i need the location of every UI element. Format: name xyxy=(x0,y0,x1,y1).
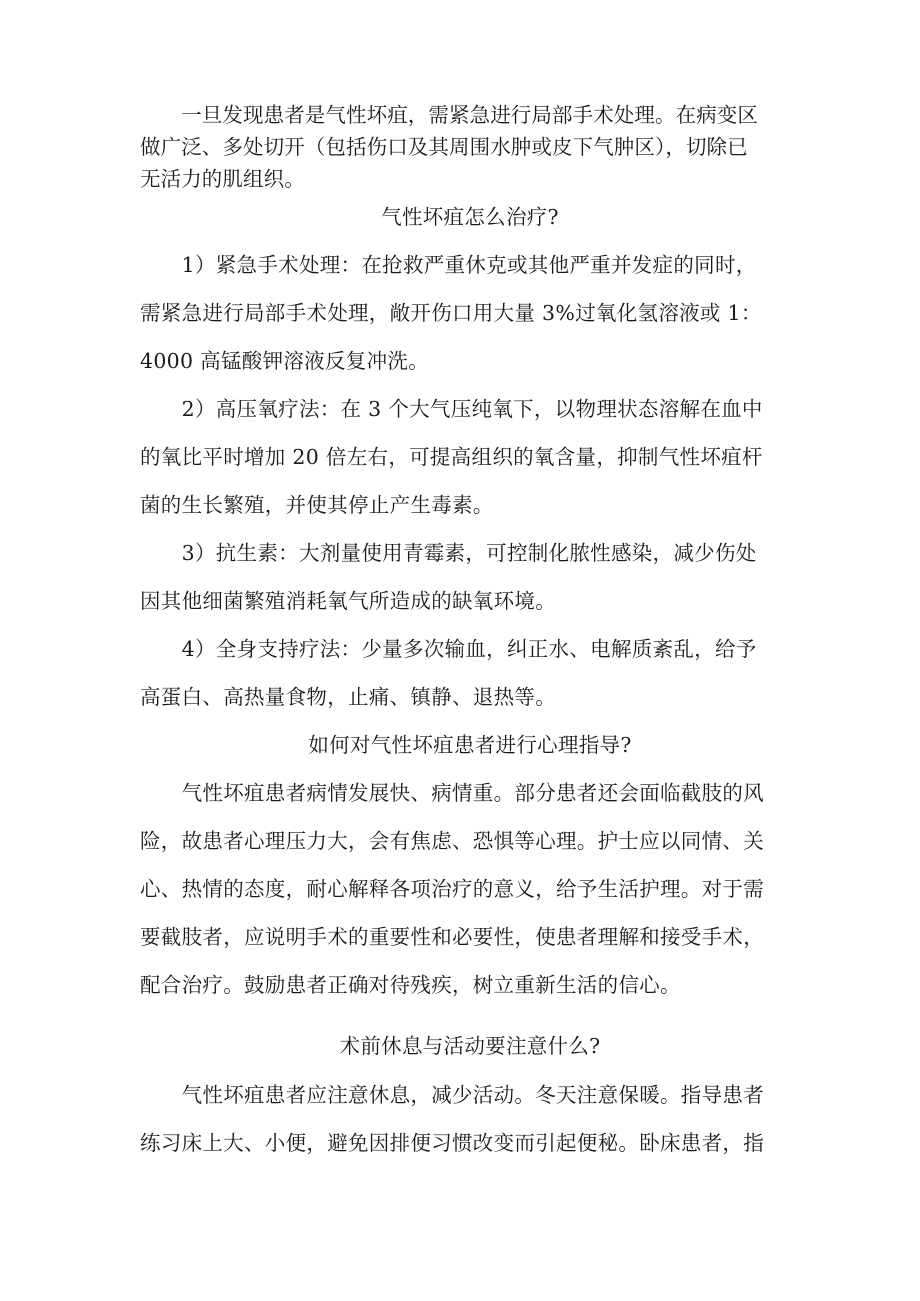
text-line: 练习床上大、小便，避免因排便习惯改变而引起便秘。卧床患者，指 xyxy=(140,1131,764,1155)
text-line: 高蛋白、高热量食物，止痛、镇静、退热等。 xyxy=(140,685,556,709)
text-line: 无活力的肌组织。 xyxy=(140,167,305,191)
text-line: 3）抗生素：大剂量使用青霉素，可控制化脓性感染，减少伤处 xyxy=(140,541,757,565)
section-heading-rest: 术前休息与活动要注意什么? xyxy=(339,1034,601,1058)
text-line: 一旦发现患者是气性坏疽，需紧急进行局部手术处理。在病变区 xyxy=(140,103,758,127)
text-line: 的氧比平时增加 20 倍左右，可提高组织的氧含量，抑制气性坏疽杆 xyxy=(140,445,763,469)
text-line: 要截肢者，应说明手术的重要性和必要性，使患者理解和接受手术， xyxy=(140,925,764,949)
section-heading-treatment: 气性坏疽怎么治疗? xyxy=(381,205,559,229)
text-line: 做广泛、多处切开（包括伤口及其周围水肿或皮下气肿区），切除已 xyxy=(140,135,748,159)
text-line: 菌的生长繁殖，并使其停止产生毒素。 xyxy=(140,493,494,517)
text-line: 险，故患者心理压力大，会有焦虑、恐惧等心理。护士应以同情、关 xyxy=(140,829,764,853)
text-line: 气性坏疽患者应注意休息，减少活动。冬天注意保暖。指导患者 xyxy=(140,1083,764,1107)
text-line: 心、热情的态度，耐心解释各项治疗的意义，给予生活护理。对于需 xyxy=(140,877,764,901)
text-line: 配合治疗。鼓励患者正确对待残疾，树立重新生活的信心。 xyxy=(140,973,681,997)
text-line: 需紧急进行局部手术处理，敞开伤口用大量 3%过氧化氢溶液或 1： xyxy=(140,301,762,325)
section-heading-psych: 如何对气性坏疽患者进行心理指导? xyxy=(308,733,632,757)
text-line: 因其他细菌繁殖消耗氧气所造成的缺氧环境。 xyxy=(140,589,556,613)
text-line: 1）紧急手术处理：在抢救严重休克或其他严重并发症的同时， xyxy=(140,253,757,277)
text-line: 气性坏疽患者病情发展快、病情重。部分患者还会面临截肢的风 xyxy=(140,781,764,805)
text-line: 2）高压氧疗法：在 3 个大气压纯氧下，以物理状态溶解在血中 xyxy=(140,397,763,421)
text-line: 4）全身支持疗法：少量多次输血，纠正水、电解质紊乱，给予 xyxy=(140,637,757,661)
text-line: 4000 高锰酸钾溶液反复冲洗。 xyxy=(140,349,429,373)
